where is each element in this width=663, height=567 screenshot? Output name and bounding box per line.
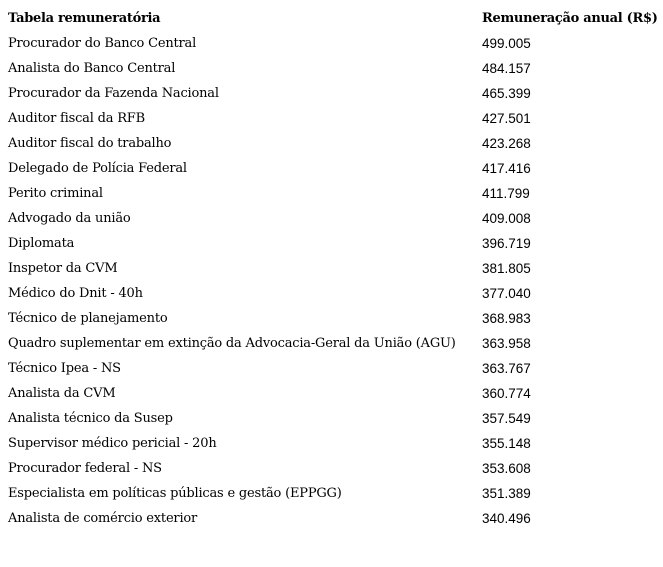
annual-pay-value: 499.005: [482, 36, 531, 51]
annual-pay-value: 409.008: [482, 211, 531, 226]
annual-pay-value: 360.774: [482, 386, 531, 401]
table-row: [8, 356, 663, 381]
position-name: Analista do Banco Central: [8, 61, 176, 76]
position-name: Quadro suplementar em extinção da Advocacia-Geral da União (AGU): [8, 336, 456, 351]
position-name: Perito criminal: [8, 186, 103, 201]
position-name: Diplomata: [8, 236, 75, 251]
table-row: [8, 206, 663, 231]
table-row: [8, 231, 663, 256]
table-row: [8, 131, 663, 156]
position-name: Advogado da união: [8, 211, 131, 226]
position-name: Técnico Ipea - NS: [8, 361, 121, 376]
table-row: [8, 381, 663, 406]
position-name: Procurador do Banco Central: [8, 36, 197, 51]
annual-pay-value: 484.157: [482, 61, 531, 76]
table-row: [8, 56, 663, 81]
position-name: Supervisor médico pericial - 20h: [8, 436, 217, 451]
table-row: [8, 306, 663, 331]
annual-pay-value: 427.501: [482, 111, 531, 126]
annual-pay-value: 417.416: [482, 161, 531, 176]
position-name: Analista da CVM: [8, 386, 116, 401]
remuneration-table: [8, 6, 663, 531]
position-name: Procurador federal - NS: [8, 461, 162, 476]
position-name: Auditor fiscal do trabalho: [8, 136, 172, 151]
annual-pay-value: 465.399: [482, 86, 531, 101]
annual-pay-value: 357.549: [482, 411, 531, 426]
table-row: [8, 156, 663, 181]
table-row: [8, 106, 663, 131]
annual-pay-value: 411.799: [482, 186, 530, 201]
table-row: [8, 506, 663, 531]
table-row: [8, 281, 663, 306]
annual-pay-value: 381.805: [482, 261, 531, 276]
table-row: [8, 456, 663, 481]
annual-pay-value: 423.268: [482, 136, 531, 151]
annual-pay-value: 363.767: [482, 361, 531, 376]
column-header-position: Tabela remuneratória: [8, 11, 161, 26]
table-row: [8, 256, 663, 281]
annual-pay-value: 363.958: [482, 336, 531, 351]
column-header-annual-pay: Remuneração anual (R$): [482, 11, 658, 26]
position-name: Especialista em políticas públicas e gestão (EPPGG): [8, 486, 342, 501]
position-name: Auditor fiscal da RFB: [8, 111, 145, 126]
annual-pay-value: 353.608: [482, 461, 531, 476]
table-row: [8, 481, 663, 506]
annual-pay-value: 351.389: [482, 486, 531, 501]
table-row: [8, 431, 663, 456]
table-row: [8, 81, 663, 106]
position-name: Técnico de planejamento: [8, 311, 168, 326]
annual-pay-value: 377.040: [482, 286, 531, 301]
table-row: [8, 406, 663, 431]
position-name: Médico do Dnit - 40h: [8, 286, 143, 301]
position-name: Inspetor da CVM: [8, 261, 118, 276]
position-name: Procurador da Fazenda Nacional: [8, 86, 219, 101]
position-name: Delegado de Polícia Federal: [8, 161, 187, 176]
annual-pay-value: 340.496: [482, 511, 531, 526]
annual-pay-value: 368.983: [482, 311, 531, 326]
annual-pay-value: 396.719: [482, 236, 531, 251]
position-name: Analista técnico da Susep: [8, 411, 173, 426]
position-name: Analista de comércio exterior: [8, 511, 198, 526]
table-row: [8, 31, 663, 56]
annual-pay-value: 355.148: [482, 436, 531, 451]
table-row: [8, 181, 663, 206]
table-header-row: [8, 6, 663, 31]
table-row: [8, 331, 663, 356]
